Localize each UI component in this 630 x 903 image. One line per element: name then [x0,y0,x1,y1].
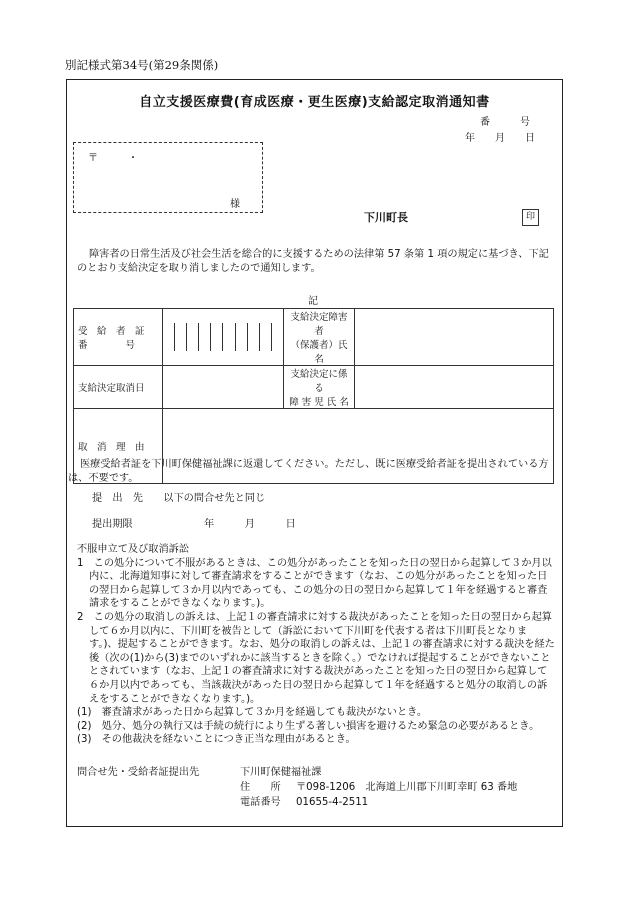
cancel-date-field[interactable] [163,366,284,409]
child-name-field[interactable] [355,366,554,409]
digit-box[interactable] [163,323,175,351]
postal-mark: 〒 ・ [88,153,138,164]
digit-box[interactable] [199,323,211,351]
ki-heading: 記 [308,296,318,307]
recipient-honorific: 様 [230,199,240,210]
appeal-heading: 不服申立て及び取消訴訟 [77,544,190,555]
cert-no-label-line1: 受 給 者 証 [78,326,145,337]
number-label: 番 号 [480,117,530,128]
date-label: 年 月 日 [465,133,535,144]
sender-name: 下川町長 [364,211,408,224]
child-label-line1: 支給決定に係る [290,369,348,394]
cancel-date-label: 支給決定取消日 [74,366,163,409]
digit-box[interactable] [223,323,235,351]
document-title: 自立支援医療費(育成医療・更生医療)支給認定取消通知書 [139,95,490,110]
digit-box[interactable] [211,323,223,351]
seal-mark: 印 [522,209,539,226]
reason-label: 取 消 理 由 [74,409,163,484]
digit-box[interactable] [260,323,272,351]
contact-phone-label: 電話番号 [240,797,281,808]
guardian-label-line2: （保護者）氏名 [290,340,348,365]
appeal-sub-3: (3) その他裁決を経ないことにつき正当な理由があるとき。 [77,734,356,746]
cert-no-digits[interactable] [163,309,284,366]
contact-office: 下川町保健福祉課 [240,767,322,778]
form-caption: 別記様式第34号(第29条関係) [65,58,219,72]
contact-address: 〒098-1206 北海道上川郡下川町幸町 63 番地 [296,782,518,793]
submit-deadline: 提出期限 年 月 日 [92,519,296,530]
appeal-sub-2: (2) 処分、処分の執行又は手続の続行により生ずる著しい損害を避けるため緊急の必要があるとき。 [77,720,540,732]
guardian-label-line1: 支給決定障害者 [290,312,348,337]
child-label [284,366,355,409]
cert-no-label [74,309,163,366]
appeal-sub-1: (1) 審査請求があった日から起算して３か月を経過しても裁決がないとき。 [77,707,428,719]
digit-box[interactable] [175,323,187,351]
contact-label: 問合せ先・受給者証提出先 [77,767,200,778]
appeal-section [77,543,555,747]
digit-box[interactable] [248,323,260,351]
child-label-line2: 障 害 児 氏 名 [289,397,349,408]
appeal-item-1: 1 この処分について不服があるときは、この処分があったことを知った日の翌日から起算して３か月以内に、北海道知事に対して審査請求をすることができます（なお、この処分があったことを知った日の翌日から起算して３か月以内であっても、この処分の日の翌日から起算して１年を経過すると審査請求をすることができなくなります。)。 [77,557,552,610]
digit-boxes [163,323,283,351]
guardian-name-field[interactable] [355,309,554,366]
digit-box[interactable] [187,323,199,351]
digit-box[interactable] [236,323,248,351]
return-notice: 医療受給者証を下川町保健福祉課に返還してください。ただし、既に医療受給者証を提出されている方は、不要です。 [68,459,549,484]
contact-address-label: 住 所 [240,782,281,793]
guardian-label [284,309,355,366]
intro-paragraph: 障害者の日常生活及び社会生活を総合的に支援するための法律第 57 条第 1 項の規定に基づき、下記のとおり支給決定を取り消しましたので通知します。 [77,249,549,274]
submit-to: 提 出 先 以下の問合せ先と同じ [92,493,266,504]
digit-box[interactable] [272,323,283,351]
appeal-item-2: 2 この処分の取消しの訴えは、上記１の審査請求に対する裁決があったことを知った日の翌日から起算して６か月以内に、下川町を被告として（訴訟において下川町を代表する者は下川町長となります。)、提起することができます。なお、処分の取消しの訴えは、上記１の審査請求に対する裁決を経た後（次の(1)から(3)までのいずれかに該当するときを除く。）でなければ提起することができないこととされています（なお、上記１の審査請求に対する裁決があったことを知った日の翌日から起算して６か月以内であっても、当該裁決があった日の翌日から起算して１年を経過すると処分の取消しの訴えをすることができなくなります。)。 [77,611,555,705]
recipient-address-box [73,142,263,213]
cert-no-label-line2: 番 号 [78,340,136,351]
contact-phone: 01655-4-2511 [296,797,369,808]
